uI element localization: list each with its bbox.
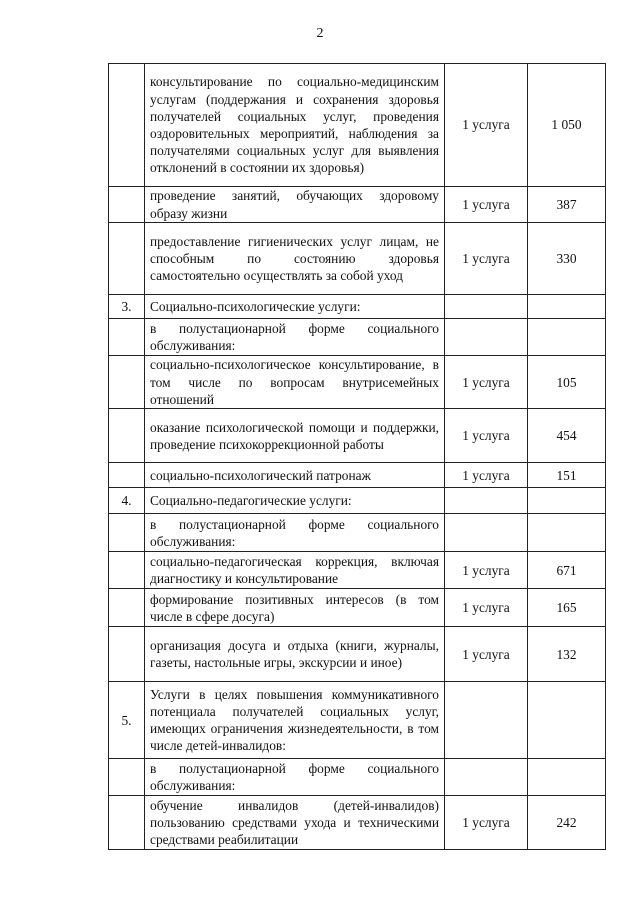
service-description: социально-психологический патронаж xyxy=(145,463,445,488)
row-number xyxy=(109,409,145,463)
service-description: консультирование по социально-медицинским услугам (поддержания и сохранения здоровья получателей социальных услуг, проведения оздоровительных мероприятий, наблюдения за получателями социальных услуг для выявления отклонений в состоянии их здоровья) xyxy=(145,64,445,187)
service-price xyxy=(528,759,606,796)
service-price: 387 xyxy=(528,187,606,223)
subsection-title: в полустационарной форме социального обслуживания: xyxy=(145,319,445,356)
service-unit xyxy=(445,295,528,319)
section-row xyxy=(109,682,606,759)
service-description: формирование позитивных интересов (в том числе в сфере досуга) xyxy=(145,589,445,627)
service-unit xyxy=(445,514,528,552)
services-price-table xyxy=(108,63,606,850)
table-row xyxy=(109,409,606,463)
service-price: 151 xyxy=(528,463,606,488)
service-unit: 1 услуга xyxy=(445,463,528,488)
row-number xyxy=(109,356,145,409)
page-number: 2 xyxy=(316,26,324,41)
service-description: обучение инвалидов (детей-инвалидов) пользованию средствами ухода и техническими средствами реабилитации xyxy=(145,796,445,850)
section-title: Услуги в целях повышения коммуникативного потенциала получателей социальных услуг, имеющих ограничения жизнедеятельности, в том числе детей-инвалидов: xyxy=(145,682,445,759)
service-unit: 1 услуга xyxy=(445,356,528,409)
service-price: 330 xyxy=(528,223,606,295)
service-price xyxy=(528,488,606,514)
service-unit: 1 услуга xyxy=(445,223,528,295)
row-number xyxy=(109,552,145,589)
section-number: 5. xyxy=(109,682,145,759)
row-number xyxy=(109,589,145,627)
service-price xyxy=(528,319,606,356)
service-unit xyxy=(445,682,528,759)
table-row xyxy=(109,187,606,223)
service-unit: 1 услуга xyxy=(445,552,528,589)
service-description: проведение занятий, обучающих здоровому образу жизни xyxy=(145,187,445,223)
section-row xyxy=(109,488,606,514)
row-number xyxy=(109,627,145,682)
service-description: социально-психологическое консультирование, в том числе по вопросам внутрисемейных отношений xyxy=(145,356,445,409)
service-price: 671 xyxy=(528,552,606,589)
table-row xyxy=(109,514,606,552)
service-unit xyxy=(445,488,528,514)
section-number: 3. xyxy=(109,295,145,319)
row-number xyxy=(109,223,145,295)
service-unit xyxy=(445,319,528,356)
service-description: организация досуга и отдыха (книги, журналы, газеты, настольные игры, экскурсии и иное) xyxy=(145,627,445,682)
row-number xyxy=(109,759,145,796)
service-price xyxy=(528,514,606,552)
service-unit: 1 услуга xyxy=(445,64,528,187)
table-row xyxy=(109,64,606,187)
service-unit xyxy=(445,759,528,796)
service-price: 105 xyxy=(528,356,606,409)
row-number xyxy=(109,64,145,187)
service-price: 454 xyxy=(528,409,606,463)
row-number xyxy=(109,514,145,552)
table-row xyxy=(109,552,606,589)
service-unit: 1 услуга xyxy=(445,187,528,223)
table-row xyxy=(109,463,606,488)
subsection-title: в полустационарной форме социального обслуживания: xyxy=(145,759,445,796)
row-number xyxy=(109,463,145,488)
section-title: Социально-психологические услуги: xyxy=(145,295,445,319)
service-price xyxy=(528,295,606,319)
service-price: 165 xyxy=(528,589,606,627)
service-unit: 1 услуга xyxy=(445,409,528,463)
service-price: 1 050 xyxy=(528,64,606,187)
section-number: 4. xyxy=(109,488,145,514)
service-unit: 1 услуга xyxy=(445,627,528,682)
service-unit: 1 услуга xyxy=(445,589,528,627)
service-description: предоставление гигиенических услуг лицам, не способным по состоянию здоровья самостоятельно осуществлять за собой уход xyxy=(145,223,445,295)
service-description: оказание психологической помощи и поддержки, проведение психокоррекционной работы xyxy=(145,409,445,463)
table-row xyxy=(109,356,606,409)
table-row xyxy=(109,627,606,682)
subsection-title: в полустационарной форме социального обслуживания: xyxy=(145,514,445,552)
row-number xyxy=(109,319,145,356)
section-row xyxy=(109,295,606,319)
table-row xyxy=(109,589,606,627)
service-description: социально-педагогическая коррекция, включая диагностику и консультирование xyxy=(145,552,445,589)
service-price: 242 xyxy=(528,796,606,850)
table-row xyxy=(109,319,606,356)
service-unit: 1 услуга xyxy=(445,796,528,850)
table-row xyxy=(109,223,606,295)
table-row xyxy=(109,796,606,850)
section-title: Социально-педагогические услуги: xyxy=(145,488,445,514)
service-price xyxy=(528,682,606,759)
row-number xyxy=(109,187,145,223)
row-number xyxy=(109,796,145,850)
table-row xyxy=(109,759,606,796)
service-price: 132 xyxy=(528,627,606,682)
